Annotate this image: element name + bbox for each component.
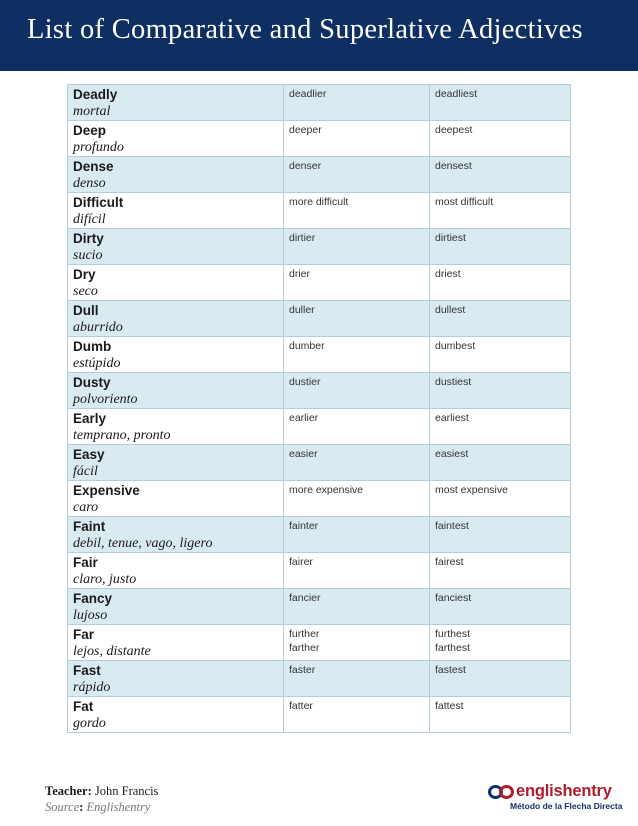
teacher-line [45,783,158,799]
adjective-word: Dense [73,159,114,174]
superlative-form: dumbest [435,340,476,352]
comparative-form: dirtier [289,232,316,244]
adjective-word: Deep [73,123,107,138]
adjectives-table-body [68,85,571,733]
superlative-cell [430,589,571,625]
adjective-word: Early [73,411,107,426]
logo-loops-icon [488,784,514,800]
comparative-cell [284,625,430,661]
superlative-cell [430,697,571,733]
table-row [68,193,571,229]
comparative-cell [284,553,430,589]
table-row [68,697,571,733]
table-row [68,517,571,553]
comparative-form: easier [289,448,318,460]
superlative-form: faintest [435,520,469,532]
adjective-translation: fácil [73,464,98,479]
table-row [68,661,571,697]
adjective-translation: rápido [73,680,111,695]
comparative-form: farther [289,642,320,654]
teacher-label: Teacher: [45,784,92,798]
superlative-cell [430,625,571,661]
adjective-translation: sucio [73,248,103,263]
superlative-form: fanciest [435,592,472,604]
adjective-translation: polvoriento [73,392,138,407]
adjective-translation: temprano, pronto [73,428,171,443]
superlative-form: dirtiest [435,232,466,244]
comparative-cell [284,193,430,229]
superlative-form: fastest [435,664,466,676]
adjective-word: Far [73,627,95,642]
page-title: List of Comparative and Superlative Adjectives [27,14,583,45]
comparative-cell [284,265,430,301]
superlative-form: most expensive [435,484,508,496]
superlative-cell [430,373,571,409]
comparative-form: denser [289,160,322,172]
comparative-form: deadlier [289,88,327,100]
source-colon: : [79,800,84,814]
comparative-cell [284,85,430,121]
comparative-form: further [289,628,320,640]
adjective-cell [68,229,284,265]
adjective-translation: profundo [73,140,124,155]
comparative-cell [284,301,430,337]
table-row [68,85,571,121]
englishentry-logo [488,783,628,811]
adjective-word: Fair [73,555,98,570]
table-row [68,229,571,265]
superlative-form: deepest [435,124,473,136]
superlative-form: dullest [435,304,466,316]
table-row [68,553,571,589]
adjective-cell [68,625,284,661]
adjective-word: Deadly [73,87,118,102]
page-header [0,0,638,71]
footer-credits [45,783,158,815]
adjective-translation: lujoso [73,608,108,623]
comparative-cell [284,517,430,553]
superlative-cell [430,517,571,553]
adjective-cell [68,265,284,301]
superlative-cell [430,409,571,445]
adjective-cell [68,121,284,157]
comparative-form: more expensive [289,484,364,496]
superlative-form: driest [435,268,461,280]
comparative-cell [284,121,430,157]
adjective-word: Fast [73,663,101,678]
adjective-translation: denso [73,176,106,191]
table-row [68,445,571,481]
comparative-cell [284,589,430,625]
table-row [68,121,571,157]
comparative-form: deeper [289,124,322,136]
comparative-form: fainter [289,520,319,532]
comparative-form: dumber [289,340,325,352]
superlative-form: dustiest [435,376,472,388]
superlative-cell [430,157,571,193]
superlative-cell [430,229,571,265]
superlative-cell [430,301,571,337]
adjective-translation: difícil [73,212,106,227]
superlative-form: fairest [435,556,464,568]
adjective-cell [68,301,284,337]
adjective-cell [68,409,284,445]
adjective-cell [68,373,284,409]
adjective-cell [68,337,284,373]
adjective-word: Expensive [73,483,140,498]
comparative-form: dustier [289,376,321,388]
comparative-form: more difficult [289,196,349,208]
comparative-cell [284,409,430,445]
adjective-translation: estúpido [73,356,121,371]
comparative-cell [284,445,430,481]
adjective-translation: debil, tenue, vago, ligero [73,536,213,551]
adjective-word: Easy [73,447,105,462]
adjective-word: Dirty [73,231,104,246]
table-row [68,337,571,373]
superlative-form: fattest [435,700,464,712]
source-label: Source [45,800,80,814]
adjectives-table [67,84,571,733]
logo-tagline: Método de la Flecha Directa [510,801,623,811]
superlative-form: most difficult [435,196,494,208]
adjective-translation: claro, justo [73,572,137,587]
comparative-form: earlier [289,412,319,424]
comparative-cell [284,661,430,697]
superlative-cell [430,337,571,373]
adjective-cell [68,85,284,121]
adjective-word: Fat [73,699,94,714]
adjective-cell [68,445,284,481]
superlative-cell [430,193,571,229]
superlative-cell [430,661,571,697]
table-row [68,157,571,193]
comparative-form: faster [289,664,316,676]
adjective-word: Difficult [73,195,124,210]
comparative-form: drier [289,268,311,280]
comparative-cell [284,337,430,373]
comparative-cell [284,157,430,193]
adjective-cell [68,553,284,589]
superlative-cell [430,121,571,157]
adjective-word: Dumb [73,339,112,354]
superlative-cell [430,265,571,301]
superlative-cell [430,553,571,589]
comparative-form: fairer [289,556,313,568]
adjective-word: Fancy [73,591,113,606]
superlative-form: deadliest [435,88,478,100]
superlative-cell [430,85,571,121]
superlative-cell [430,445,571,481]
table-row [68,481,571,517]
adjective-translation: mortal [73,104,111,119]
superlative-form: earliest [435,412,469,424]
adjective-word: Dry [73,267,96,282]
adjective-cell [68,193,284,229]
table-row [68,589,571,625]
source-name: Englishentry [86,800,151,814]
adjective-translation: caro [73,500,99,515]
comparative-form: fancier [289,592,321,604]
superlative-form: densest [435,160,472,172]
source-line [45,799,158,815]
table-row [68,301,571,337]
table-row [68,373,571,409]
superlative-form: farthest [435,642,471,654]
adjective-cell [68,157,284,193]
adjective-word: Faint [73,519,106,534]
superlative-form: easiest [435,448,469,460]
comparative-cell [284,481,430,517]
adjective-cell [68,589,284,625]
adjective-cell [68,481,284,517]
comparative-cell [284,229,430,265]
adjective-translation: lejos, distante [73,644,151,659]
adjective-cell [68,517,284,553]
teacher-name: John Francis [94,784,159,798]
table-row [68,265,571,301]
table-row [68,625,571,661]
adjective-cell [68,697,284,733]
comparative-form: fatter [289,700,313,712]
logo-brand: englishentry [516,782,612,800]
table-row [68,409,571,445]
adjective-cell [68,661,284,697]
comparative-cell [284,697,430,733]
comparative-cell [284,373,430,409]
adjective-translation: seco [73,284,98,299]
adjective-translation: aburrido [73,320,123,335]
comparative-form: duller [289,304,315,316]
superlative-cell [430,481,571,517]
adjective-word: Dull [73,303,99,318]
superlative-form: furthest [435,628,471,640]
adjective-word: Dusty [73,375,111,390]
adjective-translation: gordo [73,716,106,731]
